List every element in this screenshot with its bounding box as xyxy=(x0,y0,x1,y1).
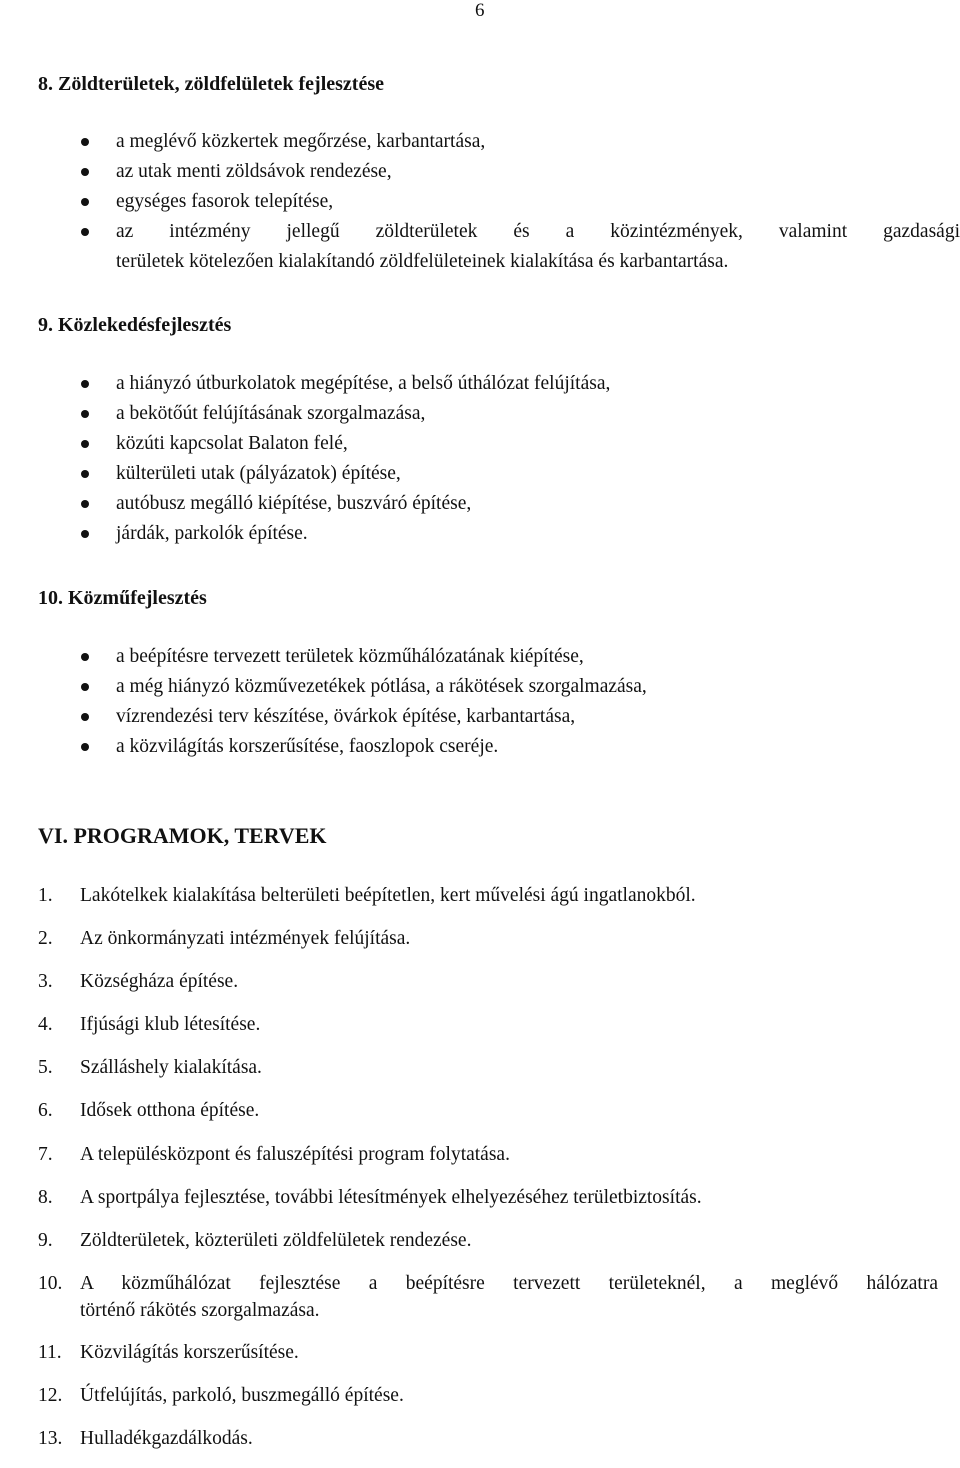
list-item: külterületi utak (pályázatok) építése, xyxy=(116,459,916,489)
list-item: 8. A sportpálya fejlesztése, további létesítmények elhelyezéséhez területbiztosítás. xyxy=(38,1184,938,1211)
programs-list xyxy=(38,882,938,1468)
section-10-list xyxy=(116,642,916,762)
bullet-icon xyxy=(81,157,91,187)
item-number: 12. xyxy=(38,1384,63,1406)
section-9-title: 9. Közlekedésfejlesztés xyxy=(38,314,232,336)
item-number: 13. xyxy=(38,1428,63,1450)
bullet-icon xyxy=(81,489,91,519)
bullet-icon xyxy=(81,127,91,157)
list-item: a még hiányzó közművezetékek pótlása, a rákötések szorgalmazása, xyxy=(116,672,916,702)
bullet-icon xyxy=(81,642,91,672)
item-number: 5. xyxy=(38,1057,53,1079)
item-number: 4. xyxy=(38,1014,53,1036)
item-number: 9. xyxy=(38,1229,53,1251)
list-item: vízrendezési terv készítése, övárkok építése, karbantartása, xyxy=(116,702,916,732)
bullet-icon xyxy=(81,702,91,732)
bullet-icon xyxy=(81,369,91,399)
item-number: 1. xyxy=(38,885,53,906)
bullet-icon xyxy=(81,732,91,762)
item-number: 3. xyxy=(38,971,53,993)
item-number: 7. xyxy=(38,1143,53,1165)
section-10-title: 10. Közműfejlesztés xyxy=(38,587,207,609)
list-item: 10. A közműhálózat fejlesztése a beépítésre tervezett területeknél, a meglévő hálózatra történő rákötés szorgalmazása. xyxy=(38,1270,938,1324)
list-item: 4. Ifjúsági klub létesítése. xyxy=(38,1011,938,1038)
list-item: 12. Útfelújítás, parkoló, buszmegálló építése. xyxy=(38,1382,938,1409)
list-item: a hiányzó útburkolatok megépítése, a belső úthálózat felújítása, xyxy=(116,369,916,399)
section-9-list xyxy=(116,369,916,549)
list-item: 5. Szálláshely kialakítása. xyxy=(38,1054,938,1081)
list-item: a beépítésre tervezett területek közműhálózatának kiépítése, xyxy=(116,642,916,672)
item-number: 8. xyxy=(38,1186,53,1208)
list-item: autóbusz megálló kiépítése, buszváró építése, xyxy=(116,489,916,519)
item-number: 2. xyxy=(38,928,53,950)
programs-title: VI. PROGRAMOK, TERVEK xyxy=(38,823,327,848)
bullet-icon xyxy=(81,399,91,429)
list-item: a meglévő közkertek megőrzése, karbantartása, xyxy=(116,127,960,157)
bullet-icon xyxy=(81,429,91,459)
bullet-icon xyxy=(81,672,91,702)
list-item: 13. Hulladékgazdálkodás. xyxy=(38,1425,938,1452)
bullet-icon xyxy=(81,459,91,489)
item-number: 11. xyxy=(38,1341,62,1363)
item-number: 10. xyxy=(38,1272,63,1294)
bullet-icon xyxy=(81,519,91,549)
item-number: 6. xyxy=(38,1100,53,1122)
list-item: 7. A településközpont és faluszépítési program folytatása. xyxy=(38,1141,938,1168)
list-item: járdák, parkolók építése. xyxy=(116,519,916,549)
list-item: 9. Zöldterületek, közterületi zöldfelületek rendezése. xyxy=(38,1227,938,1254)
list-item: a bekötőút felújításának szorgalmazása, xyxy=(116,399,916,429)
list-item: 1. Lakótelkek kialakítása belterületi beépítetlen, kert művelési ágú ingatlanokból. xyxy=(38,882,938,909)
list-item: egységes fasorok telepítése, xyxy=(116,187,960,217)
list-item-continuation: területek kötelezően kialakítandó zöldfelületeinek kialakítása és karbantartása. xyxy=(116,251,729,272)
list-item: 3. Községháza építése. xyxy=(38,968,938,995)
list-item: közúti kapcsolat Balaton felé, xyxy=(116,429,916,459)
bullet-icon xyxy=(81,187,91,217)
list-item: 11. Közvilágítás korszerűsítése. xyxy=(38,1339,938,1366)
page-number: 6 xyxy=(475,0,485,21)
list-item: az utak menti zöldsávok rendezése, xyxy=(116,157,960,187)
bullet-icon xyxy=(81,217,91,247)
list-item: 6. Idősek otthona építése. xyxy=(38,1097,938,1124)
section-8-title: 8. Zöldterületek, zöldfelületek fejlesztése xyxy=(38,73,385,95)
section-8-list xyxy=(116,127,960,277)
list-item: a közvilágítás korszerűsítése, faoszlopok cseréje. xyxy=(116,732,916,762)
list-item: az intézmény jellegű zöldterületek és a közintézmények, valamint gazdasági xyxy=(116,217,960,247)
list-item: 2. Az önkormányzati intézmények felújítása. xyxy=(38,925,938,952)
